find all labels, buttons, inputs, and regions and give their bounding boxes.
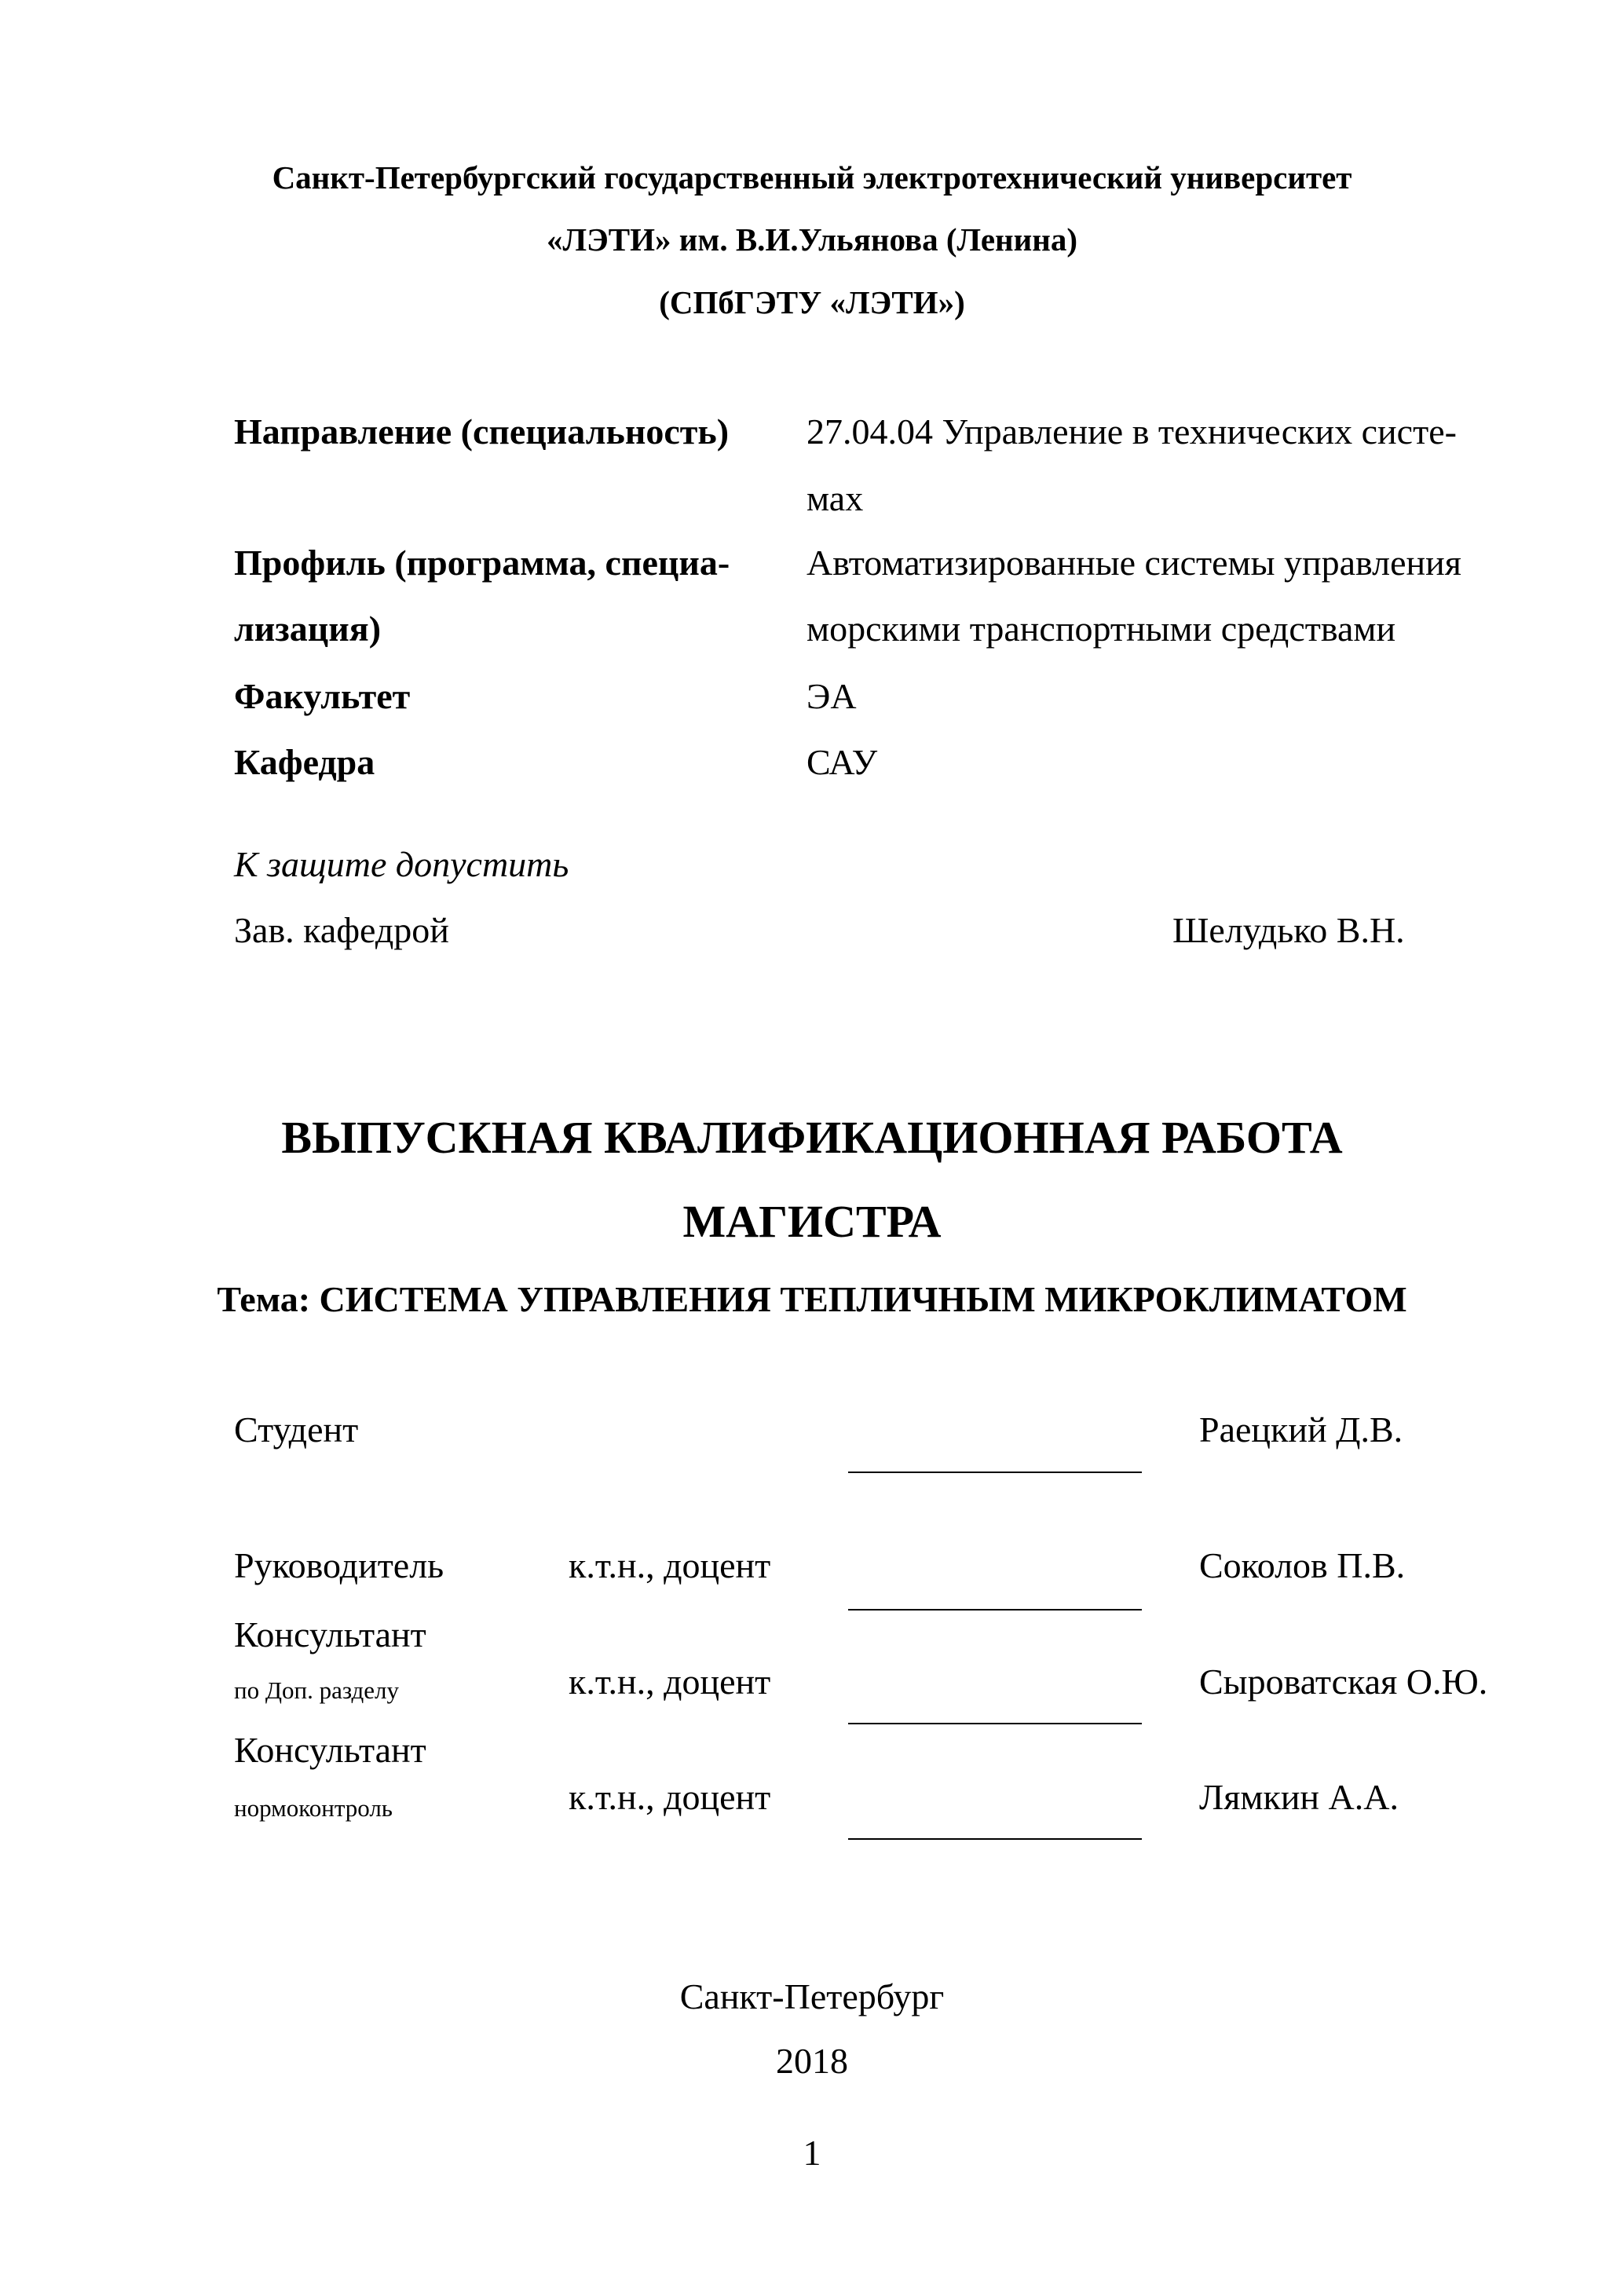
- head-of-department-label: Зав. кафедрой: [234, 910, 449, 950]
- department-value: САУ: [807, 742, 878, 782]
- faculty-label: Факультет: [234, 676, 411, 716]
- university-abbreviation: (СПбГЭТУ «ЛЭТИ»): [659, 284, 965, 320]
- profile-value-line2: морскими транспортными средствами: [807, 609, 1396, 649]
- signature-role-consultant-1: Консультант: [234, 1614, 426, 1654]
- signature-degree-consultant-1: к.т.н., доцент: [569, 1662, 771, 1702]
- thesis-title-line1: ВЫПУСКНАЯ КВАЛИФИКАЦИОННАЯ РАБОТА: [281, 1112, 1343, 1163]
- signature-line-consultant-1: [848, 1723, 1142, 1724]
- approval-heading: К защите допустить: [234, 844, 569, 884]
- signature-name-consultant-1: Сыроватская О.Ю.: [1199, 1662, 1488, 1702]
- profile-label-line2: лизация): [234, 609, 382, 649]
- signature-degree-consultant-2: к.т.н., доцент: [569, 1777, 771, 1817]
- direction-value-line1: 27.04.04 Управление в технических систе-: [807, 411, 1457, 452]
- direction-value-line2: мах: [807, 478, 864, 518]
- signature-name-student: Раецкий Д.В.: [1199, 1409, 1403, 1450]
- faculty-value: ЭА: [807, 676, 857, 716]
- department-label: Кафедра: [234, 742, 375, 782]
- signature-line-student: [848, 1472, 1142, 1473]
- head-of-department-name: Шелудько В.Н.: [1172, 910, 1405, 950]
- profile-label-line1: Профиль (программа, специа-: [234, 543, 730, 583]
- university-name-line1: Санкт-Петербургский государственный электротехнический университет: [272, 159, 1352, 196]
- thesis-title-line2: МАГИСТРА: [682, 1196, 942, 1247]
- signature-role-note-consultant-2: нормоконтроль: [234, 1794, 393, 1822]
- thesis-topic: Тема: СИСТЕМА УПРАВЛЕНИЯ ТЕПЛИЧНЫМ МИКРОКЛИМАТОМ: [217, 1279, 1407, 1319]
- university-name-line2: «ЛЭТИ» им. В.И.Ульянова (Ленина): [546, 221, 1078, 258]
- year: 2018: [776, 2041, 848, 2081]
- signature-name-supervisor: Соколов П.В.: [1199, 1545, 1406, 1585]
- page-number: 1: [803, 2133, 821, 2173]
- signature-line-supervisor: [848, 1609, 1142, 1610]
- direction-label: Направление (специальность): [234, 411, 730, 452]
- signature-role-note-consultant-1: по Доп. разделу: [234, 1676, 400, 1704]
- signature-degree-supervisor: к.т.н., доцент: [569, 1545, 771, 1585]
- signature-role-supervisor: Руководитель: [234, 1545, 444, 1585]
- signature-role-consultant-2: Консультант: [234, 1730, 426, 1770]
- signature-name-consultant-2: Лямкин А.А.: [1199, 1777, 1399, 1817]
- city: Санкт-Петербург: [679, 1976, 945, 2016]
- profile-value-line1: Автоматизированные системы управления: [807, 543, 1461, 583]
- signature-role-student: Студент: [234, 1409, 359, 1450]
- signature-line-consultant-2: [848, 1838, 1142, 1840]
